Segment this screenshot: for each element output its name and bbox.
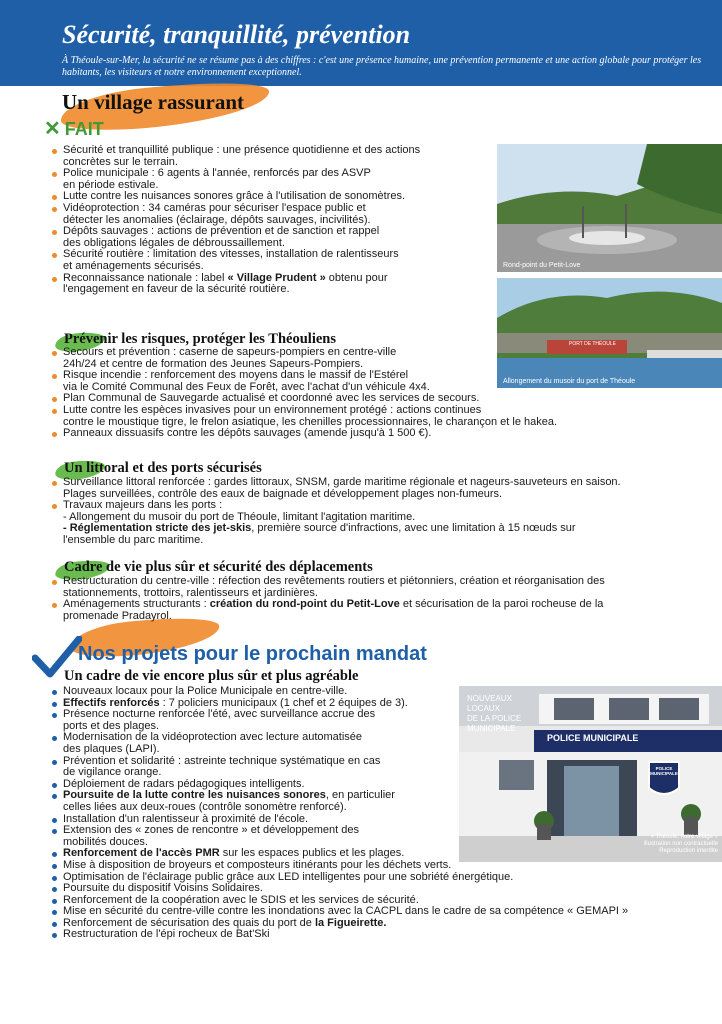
section-title-cadre: Cadre de vie plus sûr et sécurité des déplacements (64, 559, 373, 575)
list-item: Renforcement de sécurisation des quais du port de la Figueirette. (51, 918, 716, 930)
list-item: Travaux majeurs dans les ports : - Allongement du musoir du port de Théoule, limitant l'agitation maritime. - Réglementation stricte des jet-skis, première source d'infractions, avec une limitation à 15 nœuds sur l'ensemble du parc maritime. (51, 500, 711, 546)
list-item: Optimisation de l'éclairage public grâce aux LED intelligentes pour une sobriété énergétique. (51, 872, 716, 884)
list-item: Poursuite de la lutte contre les nuisances sonores, en particulier celles liées aux deux-roues (contrôle sonomètre renforcé). (51, 790, 716, 813)
list-item: Sécurité et tranquillité publique : une présence quotidienne et des actions concrètes sur le terrain. (51, 145, 491, 168)
cross-icon: ✕ (44, 118, 61, 140)
section-title-projets: Nos projets pour le prochain mandat (78, 643, 427, 665)
caption-port: Allongement du musoir du port de Théoule (503, 378, 636, 385)
list-item: Police municipale : 6 agents à l'année, renforcés par des ASVP en période estivale. (51, 168, 491, 191)
list-item: Dépôts sauvages : actions de prévention et de sanction et rappel des obligations légales de débroussaillement. (51, 226, 491, 249)
projets-subtitle: Un cadre de vie encore plus sûr et plus agréable (64, 668, 359, 684)
list-item: Poursuite du dispositif Voisins Solidaires. (51, 883, 716, 895)
police-badge: POLICE MUNICIPALE (650, 766, 678, 776)
list-item: Panneaux dissuasifs contre les dépôts sauvages (amende jusqu'à 1 500 €). (51, 428, 701, 440)
caption-rond-point: Rond-point du Petit-Love (503, 262, 581, 269)
list-item: Extension des « zones de rencontre » et développement des mobilités douces. (51, 825, 716, 848)
list-item: Restructuration de l'épi rocheux de Bat'Ski (51, 929, 716, 941)
list-item: Plan Communal de Sauvegarde actualisé et coordonné avec les services de secours. (51, 393, 701, 405)
list-item: Vidéoprotection : 34 caméras pour sécuriser l'espace public et détecter les anomalies (éclairage, dépôts sauvages, incivilités). (51, 203, 491, 226)
section-title-littoral: Un littoral et des ports sécurisés (64, 460, 262, 476)
police-tag: NOUVEAUX LOCAUX DE LA POLICE MUNICIPALE (467, 694, 522, 733)
list-item: Présence nocturne renforcée l'été, avec surveillance accrue des ports et des plages. (51, 709, 716, 732)
cadre-list (51, 576, 711, 622)
list-item: Mise à disposition de broyeurs et composteurs itinérants pour les déchets verts. (51, 860, 716, 872)
list-item: Mise en sécurité du centre-ville contre les inondations avec la CACPL dans le cadre de sa compétence « GEMAPI » (51, 906, 716, 918)
list-item: Restructuration du centre-ville : réfection des revêtements routiers et piétonniers, création et réorganisation des stationnements, trottoirs, ralentisseurs et jardinières. (51, 576, 711, 599)
list-item: Surveillance littoral renforcée : gardes littoraux, SNSM, garde maritime régionale et nageurs-sauveteurs en saison. Plages surveillées, contrôle des eaux de baignade et développement plages non-fumeurs. (51, 477, 711, 500)
list-item: Déploiement de radars pédagogiques intelligents. (51, 779, 716, 791)
list-item: Effectifs renforcés : 7 policiers municipaux (1 chef et 2 équipes de 3). (51, 698, 716, 710)
photo-rond-point (497, 144, 722, 272)
list-item: Renforcement de la coopération avec le SDIS et les services de sécurité. (51, 895, 716, 907)
list-item: Aménagements structurants : création du rond-point du Petit-Love et sécurisation de la paroi rocheuse de la promenade Pradayrol. (51, 599, 711, 622)
section-title-risques: Prévenir les risques, protéger les Théouliens (64, 331, 336, 347)
page-title: Sécurité, tranquillité, prévention (62, 20, 411, 49)
list-item: Lutte contre les espèces invasives pour un environnement protégé : actions continues contre le moustique tigre, le frelon asiatique, les chenilles processionnaires, le charançon et le hakea. (51, 405, 701, 428)
list-item: Risque incendie : renforcement des moyens dans le massif de l'Estérel via le Comité Communal des Feux de Forêt, avec l'achat d'un véhicule 4x4. (51, 370, 701, 393)
village-list (51, 145, 491, 296)
header-banner (0, 0, 722, 86)
list-item: Prévention et solidarité : astreinte technique systématique en cas de vigilance orange. (51, 756, 716, 779)
police-caption: « Théoule, notre village » illustration non contractuelle Reproduction interdite (643, 834, 718, 854)
list-item: Modernisation de la vidéoprotection avec lecture automatisée des plaques (LAPI). (51, 732, 716, 755)
photo-police-municipale (459, 686, 722, 862)
fait-label: ✕ FAIT (44, 118, 104, 140)
sign-port: PORT DE THÉOULE (569, 341, 616, 347)
list-item: Sécurité routière : limitation des vitesses, installation de ralentisseurs et aménagements sécurisés. (51, 249, 491, 272)
list-item: Nouveaux locaux pour la Police Municipale en centre-ville. (51, 686, 716, 698)
risques-list (51, 347, 701, 440)
list-item: Renforcement de l'accès PMR sur les espaces publics et les plages. (51, 848, 716, 860)
list-item: Lutte contre les nuisances sonores grâce à l'utilisation de sonomètres. (51, 191, 491, 203)
page-subtitle: À Théoule-sur-Mer, la sécurité ne se résume pas à des chiffres : c'est une présence humaine, une prévention permanente et une action globale pour protéger les habitants, les visiteurs et notre environnement exceptionnel. (62, 55, 702, 78)
list-item: Installation d'un ralentisseur à proximité de l'école. (51, 814, 716, 826)
list-item: Reconnaissance nationale : label « Village Prudent » obtenu pour l'engagement en faveur de la sécurité routière. (51, 273, 491, 296)
littoral-list (51, 477, 711, 547)
list-item: Secours et prévention : caserne de sapeurs-pompiers en centre-ville 24h/24 et centre de formation des Jeunes Sapeurs-Pompiers. (51, 347, 701, 370)
section-title-village: Un village rassurant (62, 90, 245, 114)
police-sign: POLICE MUNICIPALE (547, 733, 639, 743)
